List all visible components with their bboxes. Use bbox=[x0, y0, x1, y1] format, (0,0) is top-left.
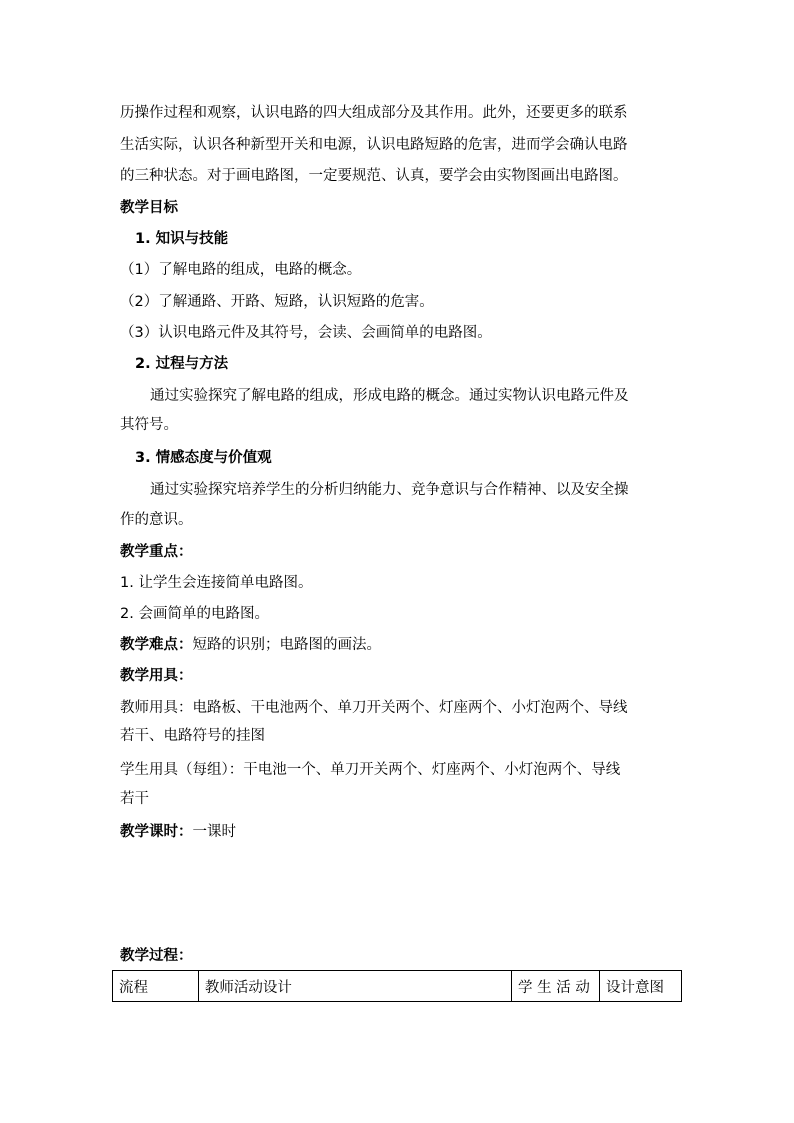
hours-line bbox=[120, 822, 236, 842]
knowledge-item-3: （3）认识电路元件及其符号，会读、会画简单的电路图。 bbox=[120, 325, 492, 341]
key-points-heading: 教学重点： bbox=[120, 544, 193, 560]
key-point-1: 1. 让学生会连接简单电路图。 bbox=[120, 575, 313, 591]
knowledge-item-1: （1）了解电路的组成，电路的概念。 bbox=[120, 262, 362, 278]
teacher-tools-line-2: 若干、电路符号的挂图 bbox=[120, 728, 265, 744]
process-line-2: 其符号。 bbox=[120, 417, 178, 433]
column-header-flow: 流程 bbox=[113, 971, 199, 1002]
intro-line-3: 的三种状态。对于画电路图，一定要规范、认真，要学会由实物图画出电路图。 bbox=[120, 168, 628, 184]
teacher-tools-line-1: 教师用具：电路板、干电池两个、单刀开关两个、灯座两个、小灯泡两个、导线 bbox=[120, 700, 628, 716]
knowledge-item-2: （2）了解通路、开路、短路，认识短路的危害。 bbox=[120, 294, 434, 310]
difficulties-label: 教学难点： bbox=[120, 637, 193, 653]
process-heading: 2. 过程与方法 bbox=[135, 356, 229, 372]
intro-line-2: 生活实际，认识各种新型开关和电源，认识电路短路的危害，进而学会确认电路 bbox=[120, 137, 628, 153]
intro-line-1: 历操作过程和观察，认识电路的四大组成部分及其作用。此外，还要更多的联系 bbox=[120, 105, 628, 121]
difficulties-text: 短路的识别；电路图的画法。 bbox=[192, 637, 381, 653]
hours-text: 一课时 bbox=[192, 824, 236, 840]
procedure-table bbox=[112, 970, 682, 1002]
attitude-line-2: 作的意识。 bbox=[120, 512, 193, 528]
knowledge-heading: 1. 知识与技能 bbox=[135, 231, 229, 247]
difficulties-line bbox=[120, 635, 381, 655]
column-header-student-activity: 学 生 活 动 bbox=[512, 971, 600, 1002]
attitude-line-1: 通过实验探究培养学生的分析归纳能力、竞争意识与合作精神、以及安全操 bbox=[150, 482, 629, 498]
key-point-2: 2. 会画简单的电路图。 bbox=[120, 606, 269, 622]
process-line-1: 通过实验探究了解电路的组成，形成电路的概念。通过实物认识电路元件及 bbox=[150, 388, 629, 404]
attitude-heading: 3. 情感态度与价值观 bbox=[135, 450, 272, 466]
objectives-heading: 教学目标 bbox=[120, 200, 178, 216]
tools-heading: 教学用具： bbox=[120, 668, 193, 684]
column-header-teacher-activity: 教师活动设计 bbox=[198, 971, 511, 1002]
procedure-heading: 教学过程： bbox=[120, 948, 193, 964]
student-tools-line-2: 若干 bbox=[120, 791, 149, 807]
procedure-table-header-row bbox=[113, 971, 682, 1002]
hours-label: 教学课时： bbox=[120, 824, 193, 840]
student-tools-line-1: 学生用具（每组）：干电池一个、单刀开关两个、灯座两个、小灯泡两个、导线 bbox=[120, 762, 621, 778]
column-header-design-intent: 设计意图 bbox=[600, 971, 682, 1002]
